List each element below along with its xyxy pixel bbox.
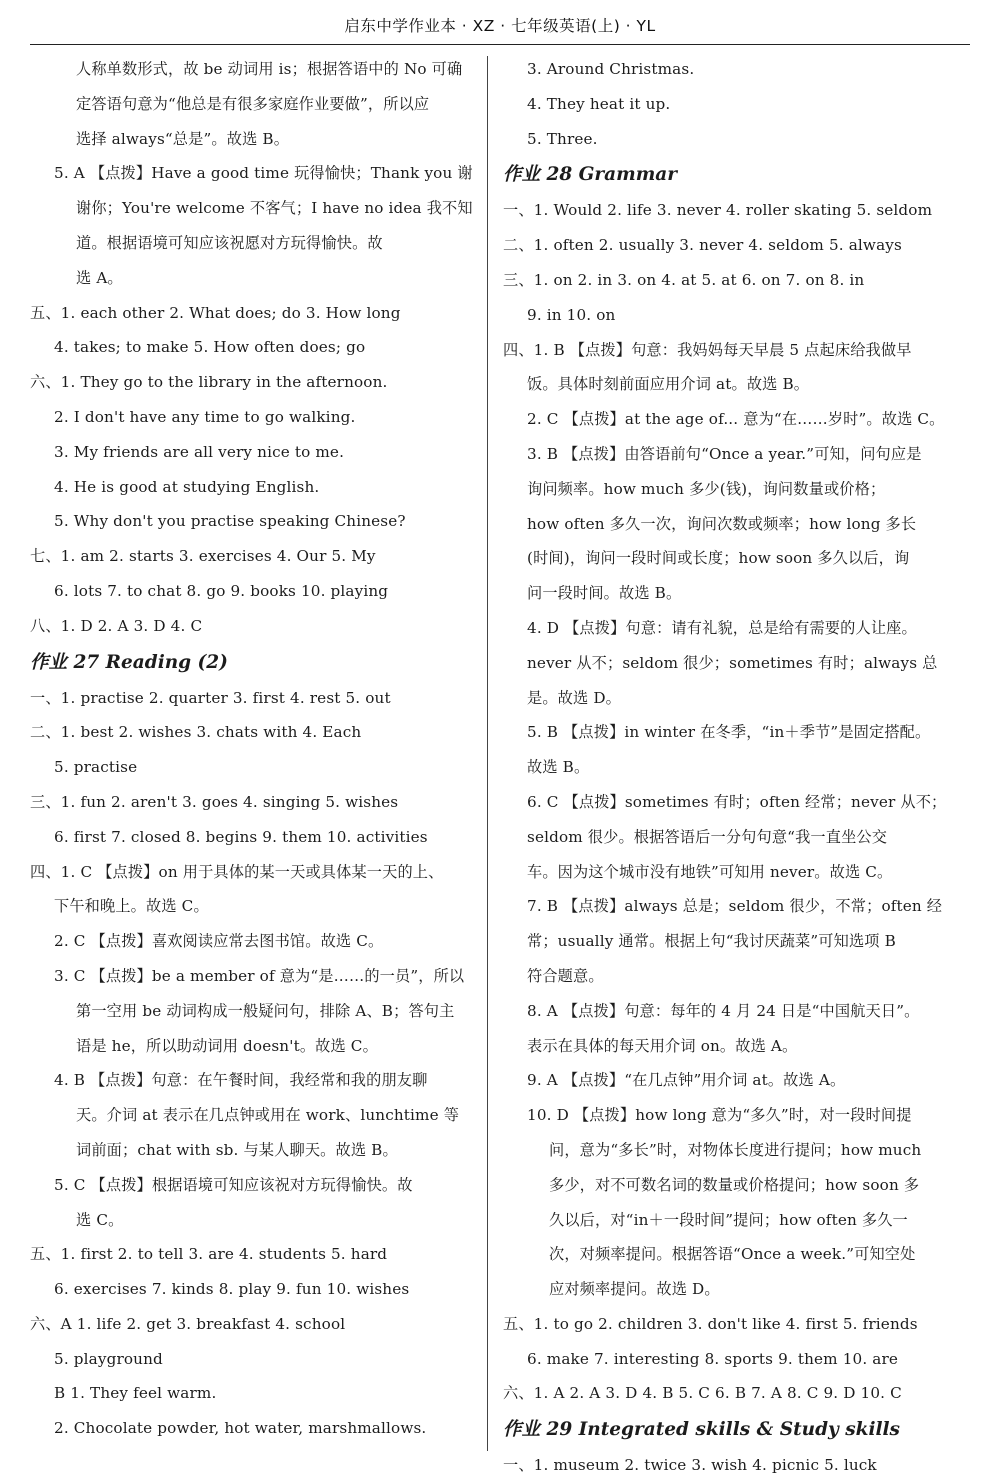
text-line: 问一段时间。故选 B。 [527, 584, 682, 603]
text-line: 10. D 【点拨】how long 意为“多久”时，对一段时间提 [527, 1106, 912, 1125]
text-line: 五、1. to go 2. children 3. don't like 4. first 5. friends [503, 1314, 918, 1333]
text-line: 词前面；chat with sb. 与某人聊天。故选 B。 [76, 1140, 398, 1159]
text-line: 表示在具体的每天用介词 on。故选 A。 [527, 1036, 798, 1055]
text-line: 六、1. They go to the library in the afternoon. [30, 373, 388, 392]
text-line: 4. D 【点拨】句意：请有礼貌，总是给有需要的人让座。 [527, 618, 917, 637]
text-line: 2. Chocolate powder, hot water, marshmallows. [54, 1419, 427, 1438]
text-line: 6. lots 7. to chat 8. go 9. books 10. playing [54, 581, 389, 600]
text-line: never 从不；seldom 很少；sometimes 有时；always 总 [527, 653, 938, 672]
text-line: 六、A 1. life 2. get 3. breakfast 4. school [30, 1314, 346, 1333]
text-line: 六、1. A 2. A 3. D 4. B 5. C 6. B 7. A 8. C 9. D 10. C [503, 1384, 902, 1403]
text-line: 一、1. Would 2. life 3. never 4. roller skating 5. seldom [503, 201, 933, 220]
text-line: 一、1. practise 2. quarter 3. first 4. rest 5. out [30, 688, 391, 707]
text-line: 饭。具体时刻前面应用介词 at。故选 B。 [527, 375, 810, 394]
text-line: 常；usually 通常。根据上句“我讨厌蔬菜”可知选项 B [527, 932, 896, 951]
text-line: 6. C 【点拨】sometimes 有时；often 经常；never 从不； [527, 792, 947, 811]
text-line: 9. A 【点拨】“在几点钟”用介词 at。故选 A。 [527, 1071, 846, 1090]
text-line: 符合题意。 [527, 966, 604, 985]
text-line: 5. playground [54, 1349, 163, 1368]
text-line: 人称单数形式，故 be 动词用 is；根据答语中的 No 可确 [76, 60, 463, 78]
left-column [30, 52, 478, 1446]
right-column [503, 52, 968, 1483]
text-line: 3. My friends are all very nice to me. [54, 442, 345, 461]
text-line: 二、1. often 2. usually 3. never 4. seldom 5. always [503, 236, 902, 255]
text-line: 4. He is good at studying English. [54, 477, 320, 496]
text-line: 问，意为“多长”时，对物体长度进行提问；how much [549, 1140, 922, 1159]
text-line: 五、1. first 2. to tell 3. are 4. students 5. hard [30, 1245, 388, 1264]
text-line: 五、1. each other 2. What does; do 3. How long [30, 303, 401, 322]
text-line: 八、1. D 2. A 3. D 4. C [30, 616, 203, 635]
text-line: 3. Around Christmas. [527, 60, 695, 78]
text-line: 谢你；You're welcome 不客气；I have no idea 我不知 [76, 199, 473, 218]
text-line: 3. B 【点拨】由答语前句“Once a year.”可知，问句应是 [527, 444, 922, 463]
text-line: 道。根据语境可知应该祝愿对方玩得愉快。故 [76, 233, 383, 252]
text-line: 5. A 【点拨】Have a good time 玩得愉快；Thank you 谢 [54, 164, 473, 183]
text-line: 6. exercises 7. kinds 8. play 9. fun 10. wishes [54, 1280, 410, 1299]
text-line: 定答语句意为“他总是有很多家庭作业要做”，所以应 [76, 94, 430, 113]
text-line: 故选 B。 [527, 758, 590, 777]
text-line: 2. I don't have any time to go walking. [54, 407, 356, 426]
text-line: 2. C 【点拨】喜欢阅读应常去图书馆。故选 C。 [54, 932, 384, 951]
section-heading: 作业 27 Reading (2) [30, 651, 228, 673]
column-divider [487, 56, 488, 1451]
text-line: 5. practise [54, 758, 138, 777]
text-line: 三、1. fun 2. aren't 3. goes 4. singing 5. wishes [30, 792, 399, 811]
text-line: 3. C 【点拨】be a member of 意为“是……的一员”，所以 [54, 966, 465, 985]
text-line: 二、1. best 2. wishes 3. chats with 4. Each [30, 723, 362, 742]
text-line: 语是 he，所以助动词用 doesn't。故选 C。 [76, 1036, 378, 1055]
text-line: 七、1. am 2. starts 3. exercises 4. Our 5. My [30, 547, 376, 566]
text-line: 天。介词 at 表示在几点钟或用在 work、lunchtime 等 [76, 1106, 460, 1125]
text-line: (时间)，询问一段时间或长度；how soon 多久以后，询 [527, 549, 910, 568]
text-line: 四、1. C 【点拨】on 用于具体的某一天或具体某一天的上、 [30, 862, 444, 881]
text-line: 多少，对不可数名词的数量或价格提问；how soon 多 [549, 1175, 920, 1194]
text-line: 5. B 【点拨】in winter 在冬季，“in＋季节”是固定搭配。 [527, 723, 931, 742]
text-line: 2. C 【点拨】at the age of... 意为“在……岁时”。故选 C。 [527, 410, 945, 429]
text-line: 5. Three. [527, 129, 598, 148]
text-line: 选择 always“总是”。故选 B。 [76, 129, 290, 148]
text-line: 4. They heat it up. [527, 94, 671, 113]
text-line: 5. Why don't you practise speaking Chinese? [54, 512, 406, 531]
text-line: 5. C 【点拨】根据语境可知应该祝对方玩得愉快。故 [54, 1175, 413, 1194]
text-line: 第一空用 be 动词构成一般疑问句，排除 A、B；答句主 [76, 1001, 455, 1020]
text-line: how often 多久一次，询问次数或频率；how long 多长 [527, 514, 917, 533]
section-heading: 作业 28 Grammar [503, 164, 678, 186]
text-line: 是。故选 D。 [527, 688, 621, 707]
text-line: 下午和晚上。故选 C。 [54, 897, 209, 916]
text-line: 4. takes; to make 5. How often does; go [54, 338, 366, 357]
text-line: 4. B 【点拨】句意：在午餐时间，我经常和我的朋友聊 [54, 1071, 428, 1090]
text-line: 一、1. museum 2. twice 3. wish 4. picnic 5. luck [503, 1456, 877, 1475]
text-line: seldom 很少。根据答语后一分句句意“我一直坐公交 [527, 827, 888, 846]
text-line: 三、1. on 2. in 3. on 4. at 5. at 6. on 7. on 8. in [503, 270, 865, 289]
text-line: 车。因为这个城市没有地铁”可知用 never。故选 C。 [527, 862, 893, 881]
text-line: 8. A 【点拨】句意：每年的 4 月 24 日是“中国航天日”。 [527, 1001, 920, 1020]
text-line: 选 A。 [76, 268, 123, 287]
page-header [30, 0, 970, 45]
text-line: 询问频率。how much 多少(钱)，询问数量或价格； [527, 479, 886, 498]
text-line: 6. first 7. closed 8. begins 9. them 10. activities [54, 827, 428, 846]
page-header-title: 启东中学作业本 · XZ · 七年级英语(上) · YL [344, 17, 656, 35]
text-line: 久以后，对“in＋一段时间”提问；how often 多久一 [549, 1210, 908, 1229]
text-line: 选 C。 [76, 1210, 124, 1229]
text-line: 次，对频率提问。根据答语“Once a week.”可知空处 [549, 1245, 916, 1264]
text-line: B 1. They feel warm. [54, 1384, 217, 1403]
text-line: 9. in 10. on [527, 305, 616, 324]
text-line: 7. B 【点拨】always 总是；seldom 很少，不常；often 经 [527, 897, 943, 916]
text-line: 四、1. B 【点拨】句意：我妈妈每天早晨 5 点起床给我做早 [503, 340, 912, 359]
text-line: 应对频率提问。故选 D。 [549, 1280, 720, 1299]
text-line: 6. make 7. interesting 8. sports 9. them 10. are [527, 1349, 899, 1368]
section-heading: 作业 29 Integrated skills & Study skills [503, 1419, 900, 1441]
